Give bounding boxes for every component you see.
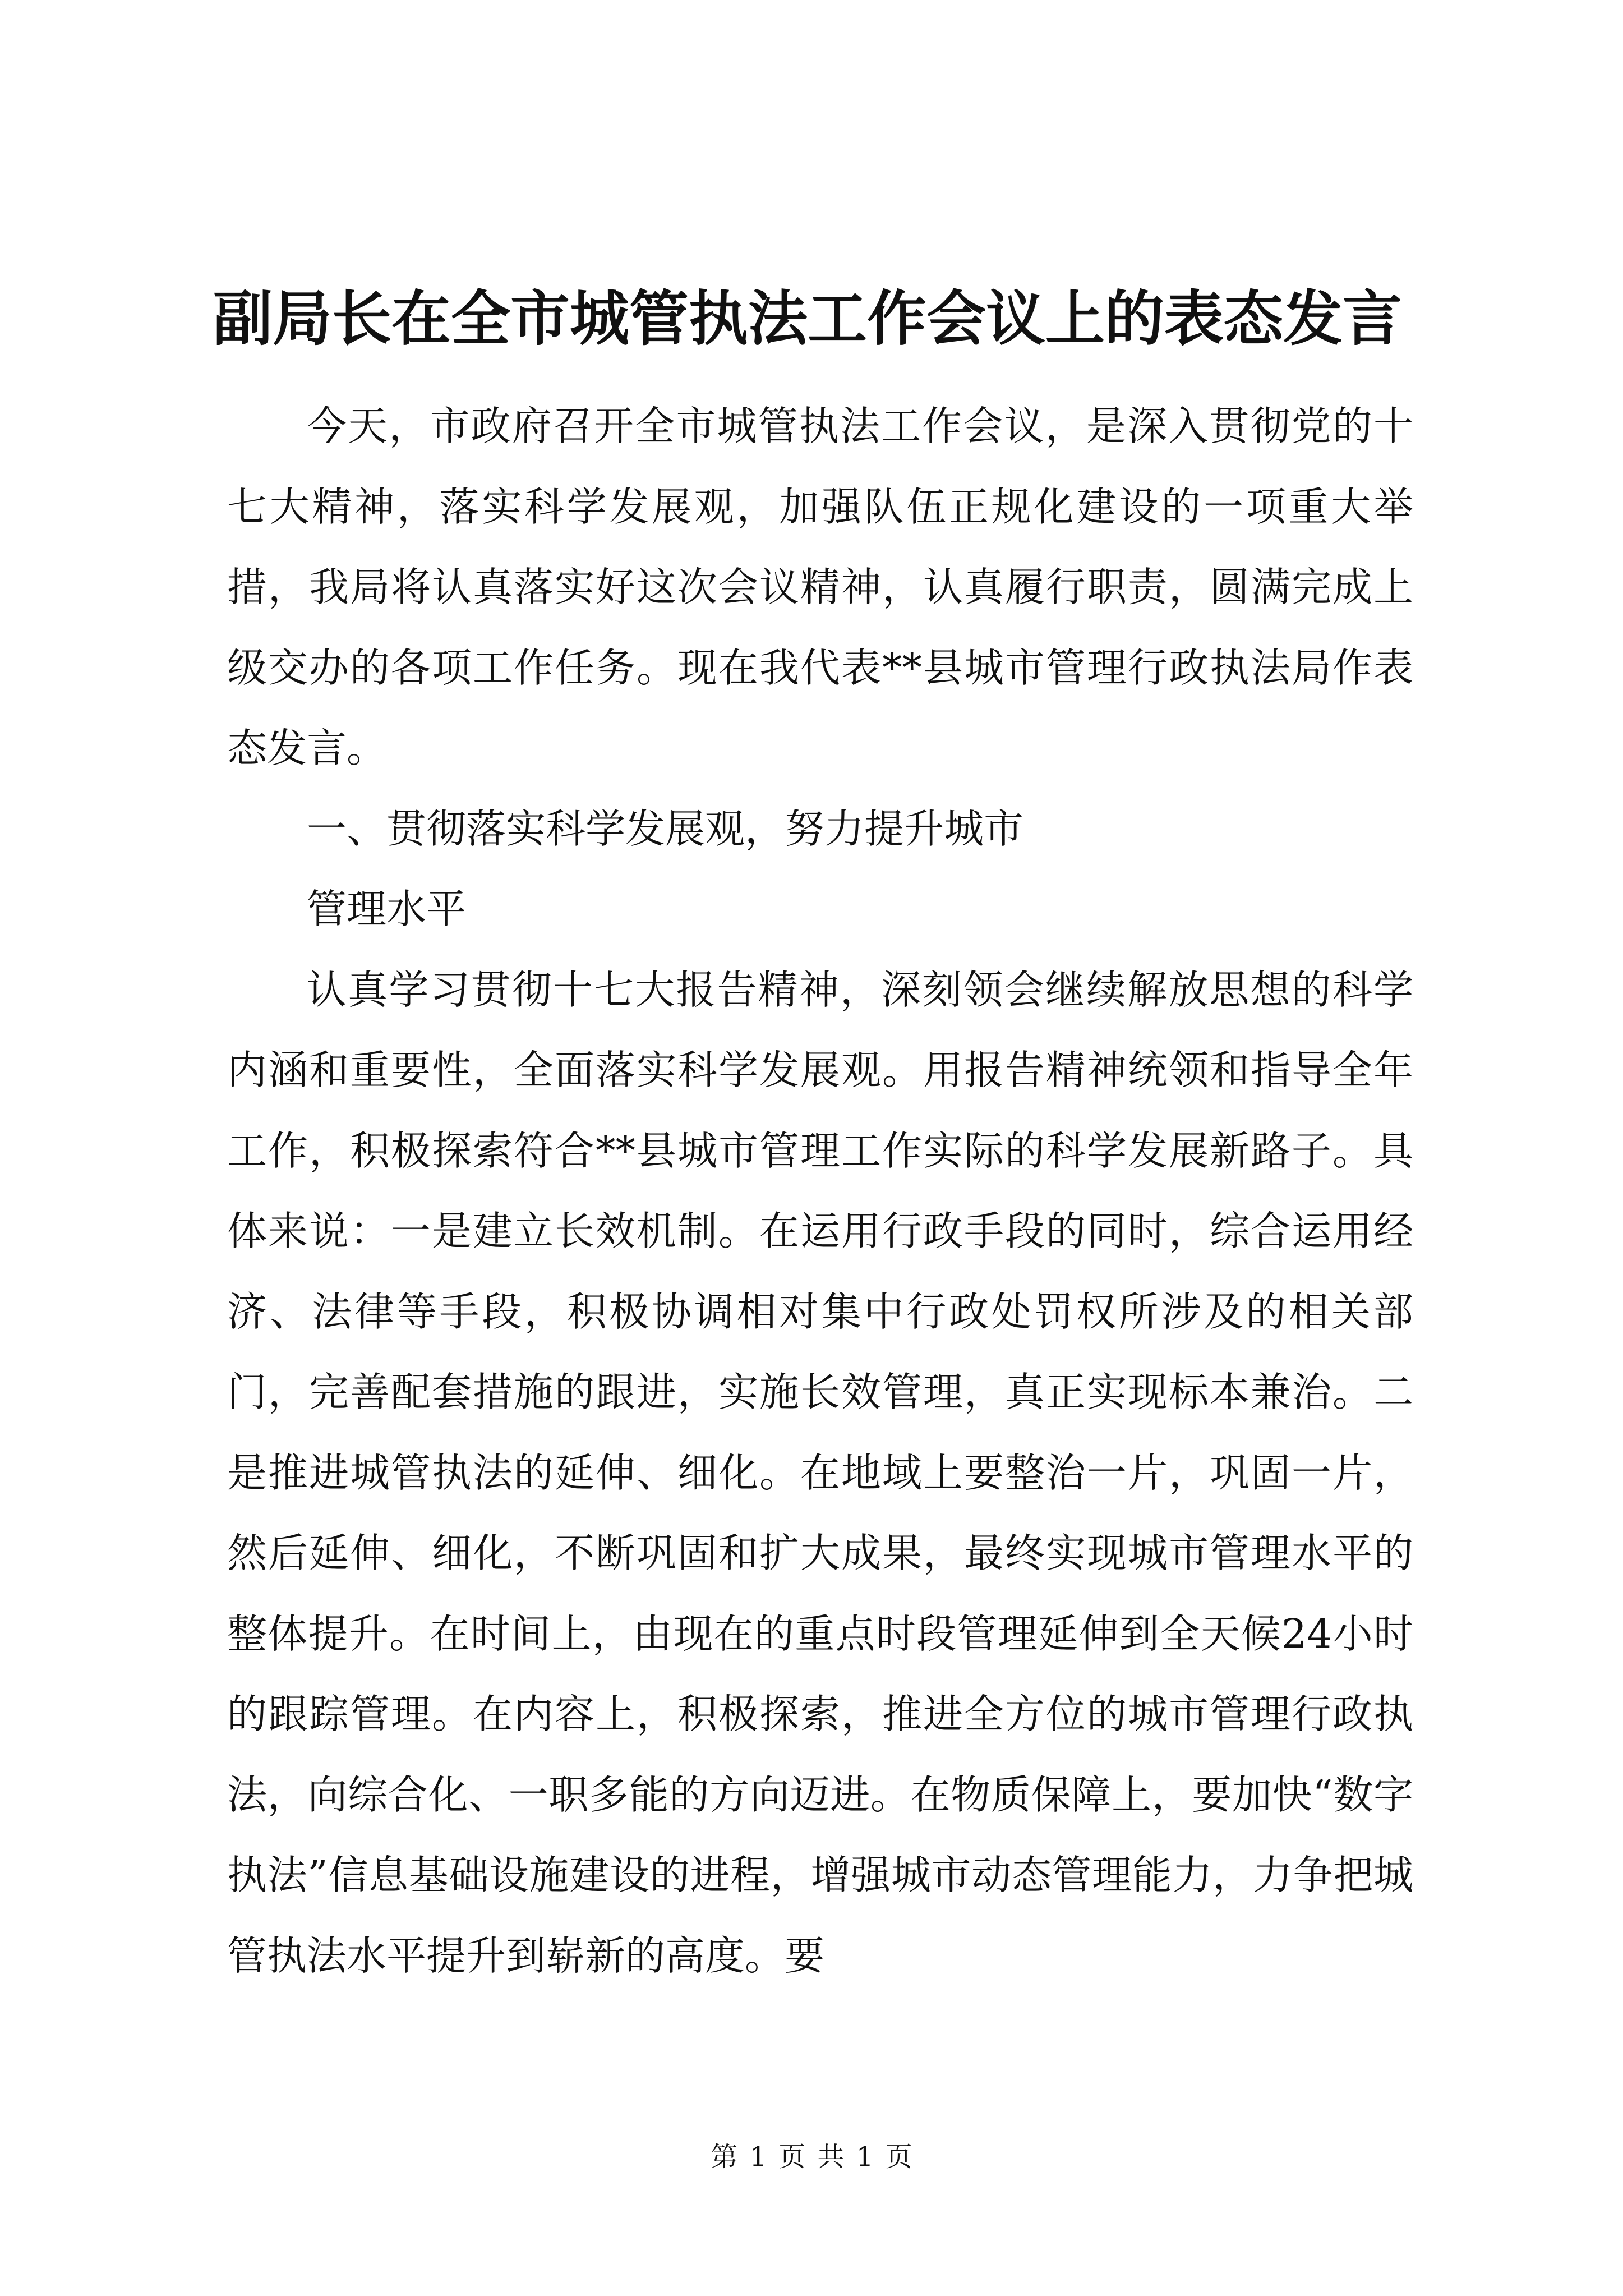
document-title: 副局长在全市城管执法工作会议上的表态发言 (213, 283, 1402, 353)
section-heading-1-continued: 管理水平 (307, 886, 467, 932)
paragraph-section-1: 认真学习贯彻十七大报告精神，深刻领会继续解放思想的科学内涵和重要性，全面落实科学发展观。用报告精神统领和指导全年工作，积极探索符合**县城市管理工作实际的科学发展新路子。具体来说：一是建立长效机制。在运用行政手段的同时，综合运用经济、法律等手段，积极协调相对集中行政处罚权所涉及的相关部门，完善配套措施的跟进，实施长效管理，真正实现标本兼治。二是推进城管执法的延伸、细化。在地域上要整治一片，巩固一片，然后延伸、细化，不断巩固和扩大成果，最终实现城市管理水平的整体提升。在时间上，由现在的重点时段管理延伸到全天候24小时的跟踪管理。在内容上，积极探索，推进全方位的城市管理行政执法，向综合化、一职多能的方向迈进。在物质保障上，要加快“数字执法”信息基础设施建设的进程，增强城市动态管理能力，力争把城管执法水平提升到崭新的高度。要 (227, 966, 1413, 1979)
section-heading-1: 一、贯彻落实科学发展观，努力提升城市 (307, 805, 1024, 852)
page-footer (0, 2140, 1623, 2174)
paragraph-intro: 今天，市政府召开全市城管执法工作会议，是深入贯彻党的十七大精神，落实科学发展观，加强队伍正规化建设的一项重大举措，我局将认真落实好这次会议精神，认真履行职责，圆满完成上级交办的各项工作任务。现在我代表**县城市管理行政执法局作表态发言。 (227, 403, 1413, 771)
document-body (227, 386, 1413, 1996)
page-number-label: 第 1 页 共 1 页 (711, 2141, 912, 2173)
